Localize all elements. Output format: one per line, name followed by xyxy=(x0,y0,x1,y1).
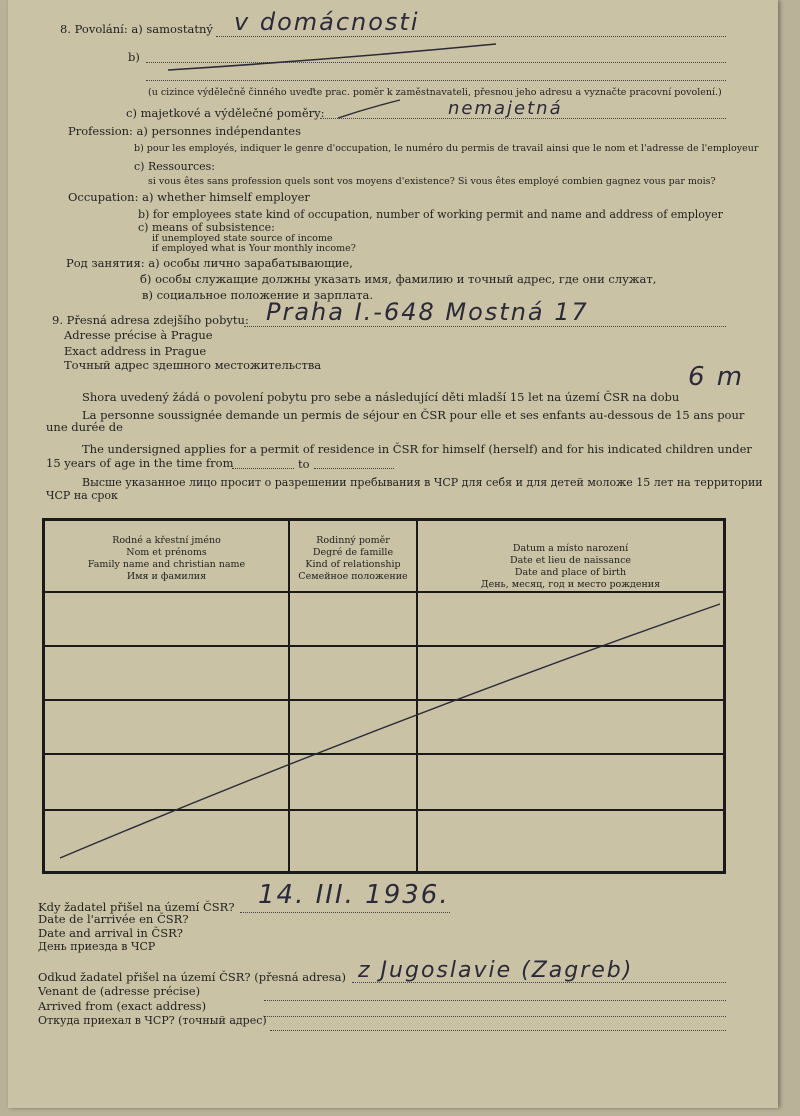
occupation-cz-label: 8. Povolání: a) samostatný xyxy=(60,22,213,36)
cancel-stroke-b xyxy=(168,44,496,70)
origin-ru-label: Откуда приехал в ЧСР? (точный адрес) xyxy=(38,1014,267,1027)
origin-cz-label: Odkud žadatel přišel na území ČSR? (přesná adresa) xyxy=(38,970,346,984)
arrival-fr-label: Date de l'arrivée en ČSR? xyxy=(38,912,189,926)
residence-handwritten-value: 6 m xyxy=(688,362,745,392)
occupation-c-handwritten-value: nemajetná xyxy=(448,98,563,119)
pen-strokes xyxy=(8,0,778,1108)
residence-cz: Shora uvedený žádá o povolení pobytu pro sebe a následující děti mladší 15 let na území ČSR na dobu xyxy=(82,390,680,404)
residence-fr-2: une durée de xyxy=(46,420,123,434)
header-line: Date et lieu de naissance xyxy=(509,555,632,566)
residence-ru-2: ЧСР на срок xyxy=(46,489,118,502)
address-ru-label: Точный адрес здешного местожительства xyxy=(64,358,322,372)
arrival-en-label: Date and arrival in ČSR? xyxy=(38,926,183,940)
occupation-c-label: c) majetkové a výdělečné poměry: xyxy=(126,106,325,120)
header-line: Rodinný poměr xyxy=(316,535,390,546)
cancel-stroke-c xyxy=(338,100,400,118)
occupation-ru-b: б) особы служащие должны указать имя, фамилию и точный адрес, где они служат, xyxy=(140,272,657,286)
origin-handwritten-value: z Jugoslavie (Zagreb) xyxy=(358,958,634,983)
occupation-fr-c: c) Ressources: xyxy=(134,160,216,173)
occupation-handwritten-value: v domácnosti xyxy=(234,8,420,36)
origin-en-label: Arrived from (exact address) xyxy=(38,999,207,1013)
form-page xyxy=(8,0,778,1108)
header-line: День, месяц, год и место рождения xyxy=(480,579,661,590)
occupation-cz-note: (u cizince výdělečně činného uveďte prac. poměr k zaměstnavateli, přesnou jeho adresu a vyznačte pracovní povolení.) xyxy=(148,87,722,98)
occupation-ru-label: Род занятия: а) особы лично зарабатывающие, xyxy=(66,256,353,270)
origin-fr-label: Venant de (adresse précise) xyxy=(38,984,201,998)
residence-fr-1: La personne soussignée demande un permis de séjour en ČSR pour elle et ses enfants au-dessous de 15 ans pour xyxy=(82,408,745,422)
occupation-b-label: b) xyxy=(128,50,140,64)
header-line: Nom et prénoms xyxy=(126,547,207,558)
occupation-ru-c: в) социальное положение и зарплата. xyxy=(142,288,374,302)
header-line: Datum a místo narození xyxy=(512,543,629,554)
header-line: Degré de famille xyxy=(312,547,394,558)
residence-en-2b: to xyxy=(298,457,310,471)
header-line: Date and place of birth xyxy=(514,567,627,578)
occupation-en-c: c) means of subsistence: xyxy=(138,221,275,234)
arrival-ru-label: День приезда в ЧСР xyxy=(38,940,156,953)
header-line: Семейное положение xyxy=(298,571,408,582)
arrival-handwritten-value: 14. III. 1936. xyxy=(258,880,450,910)
address-fr-label: Adresse précise à Prague xyxy=(64,328,213,342)
occupation-fr-b: b) pour les employés, indiquer le genre d'occupation, le numéro du permis de travail ainsi que le nom et l'adresse de l'employeur xyxy=(134,143,759,154)
header-line: Rodné a křestní jméno xyxy=(112,535,221,546)
address-handwritten-value: Praha I.-648 Mostná 17 xyxy=(266,298,589,326)
header-line: Kind of relationship xyxy=(305,559,401,570)
occupation-en-b: b) for employees state kind of occupation, number of working permit and name and address of employer xyxy=(138,208,723,221)
occupation-en-c2: if employed what is Your monthly income? xyxy=(152,243,356,254)
occupation-en-label: Occupation: a) whether himself employer xyxy=(68,190,310,204)
address-cz-label: 9. Přesná adresa zdejšího pobytu: xyxy=(52,313,249,327)
address-en-label: Exact address in Prague xyxy=(64,344,207,358)
cancel-stroke-table xyxy=(60,604,720,858)
arrival-cz-label: Kdy žadatel přišel na území ČSR? xyxy=(38,900,235,914)
header-line: Имя и фамилия xyxy=(126,571,207,582)
occupation-fr-c-note: si vous êtes sans profession quels sont vos moyens d'existence? Si vous êtes employé combien gagnez vous par mois? xyxy=(148,176,716,187)
header-line: Family name and christian name xyxy=(87,559,246,570)
occupation-fr-label: Profession: a) personnes indépendantes xyxy=(68,124,302,138)
occupation-en-c1: if unemployed state source of income xyxy=(152,233,333,244)
residence-en-2a: 15 years of age in the time from xyxy=(46,456,234,470)
residence-ru-1: Высше указанное лицо просит о разрешении пребывания в ЧСР для себя и для детей моложе 15 лет на территории xyxy=(82,476,763,489)
residence-en-1: The undersigned applies for a permit of residence in ČSR for himself (herself) and for his indicated children under xyxy=(82,442,752,456)
